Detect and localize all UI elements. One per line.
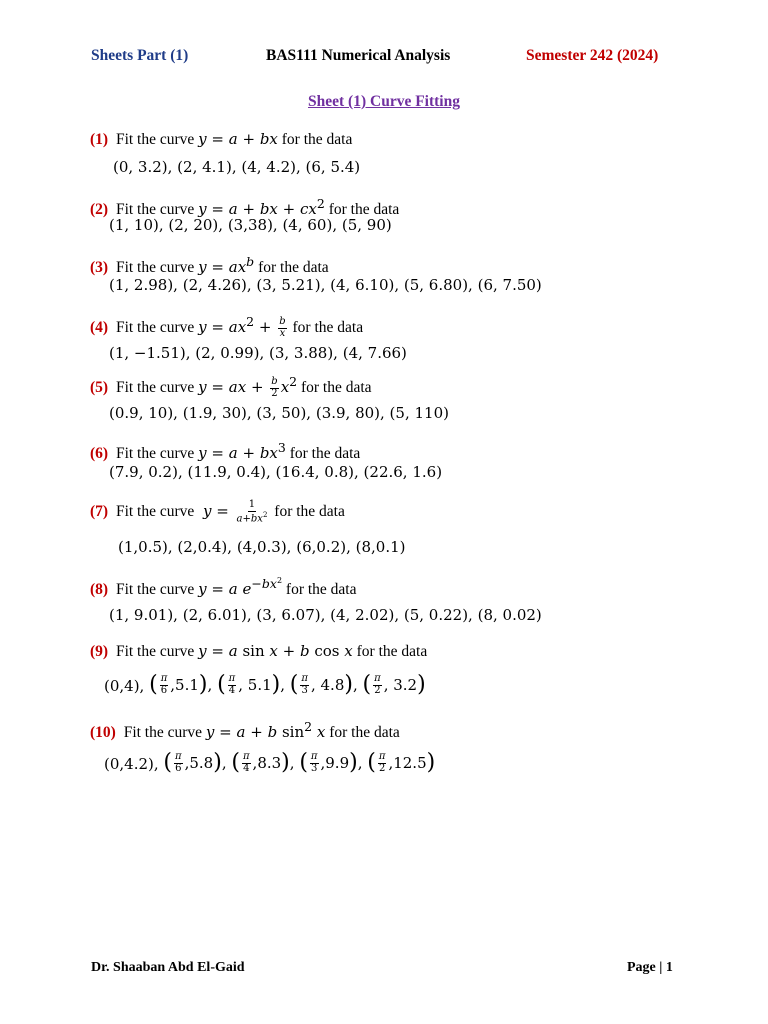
problem-3	[90, 254, 329, 277]
data-point: (0,4),	[104, 677, 145, 695]
problem-number: (9)	[90, 643, 109, 660]
data-point: ( $\frac{\pi}{6}$ ,5.8 ) ,	[163, 750, 227, 775]
problem-4	[90, 314, 363, 339]
problem-6-data: (7.9, 0.2), (11.9, 0.4), (16.4, 0.8), (22.6, 1.6)	[109, 463, 443, 481]
problem-number: (2)	[90, 201, 109, 218]
problem-equation: y = a + bx + $cx^2$	[198, 196, 325, 218]
problem-suffix: for the data	[328, 201, 400, 218]
header-part: Sheets Part (1)	[91, 47, 189, 64]
data-point: ( $\frac{\pi}{6}$ ,5.1 ) ,	[149, 672, 213, 697]
problem-number: (7)	[90, 503, 109, 521]
problem-5-data: (0.9, 10), (1.9, 30), (3, 50), (3.9, 80), (5, 110)	[109, 404, 449, 422]
data-point: ( $\frac{\pi}{2}$ , 3.2 )	[362, 672, 426, 697]
problem-9	[90, 642, 427, 661]
footer-page-number: Page | 1	[627, 960, 673, 975]
problem-equation: y = $\frac{1}{a+bx^2}$	[202, 499, 268, 524]
problem-equation: y = a sin x + b cos x	[198, 642, 353, 660]
problem-number: (5)	[90, 379, 109, 396]
problem-7	[90, 500, 345, 524]
footer-author: Dr. Shaaban Abd El-Gaid	[91, 960, 245, 975]
problem-1-data: (0, 3.2), (2, 4.1), (4, 4.2), (6, 5.4)	[113, 158, 361, 176]
problem-5	[90, 374, 372, 399]
problem-prefix: Fit the curve	[123, 724, 203, 741]
problem-equation: $y = ax^2$ + $\frac{b}{x}$	[198, 314, 286, 339]
problem-8-data: (1, 9.01), (2, 6.01), (3, 6.07), (4, 2.02), (5, 0.22), (8, 0.02)	[109, 606, 542, 624]
problem-number: (8)	[90, 581, 109, 599]
problem-prefix: Fit the curve	[115, 201, 195, 218]
problem-prefix: Fit the curve	[115, 379, 195, 396]
problem-prefix: Fit the curve	[115, 319, 195, 336]
problem-suffix: for the data	[300, 379, 372, 396]
problem-prefix: Fit the curve	[115, 581, 195, 599]
problem-9-data	[104, 674, 426, 696]
problem-prefix: Fit the curve	[115, 131, 195, 148]
problem-number: (10)	[90, 724, 116, 741]
problem-7-data: (1,0.5), (2,0.4), (4,0.3), (6,0.2), (8,0.1)	[118, 538, 406, 556]
problem-suffix: for the data	[285, 581, 357, 599]
problem-8	[90, 576, 356, 599]
problem-2-data: (1, 10), (2, 20), (3,38), (4, 60), (5, 90)	[109, 216, 392, 234]
problem-suffix: for the data	[329, 724, 400, 741]
data-point: ( $\frac{\pi}{2}$ ,12.5 )	[367, 750, 436, 775]
problem-suffix: for the data	[356, 643, 428, 660]
problem-4-data: (1, −1.51), (2, 0.99), (3, 3.88), (4, 7.66)	[109, 344, 407, 362]
problem-equation: y = a + bx	[198, 130, 278, 148]
problem-equation: y = a $e^{-bx^2}$	[198, 576, 283, 599]
data-point: ( $\frac{\pi}{4}$ , 5.1 ) ,	[217, 672, 286, 697]
problem-number: (6)	[90, 445, 109, 462]
page-header	[0, 47, 768, 71]
problem-6	[90, 440, 360, 463]
sheet-title: Sheet (1) Curve Fitting	[308, 93, 460, 110]
problem-prefix: Fit the curve	[115, 643, 195, 660]
problem-prefix: Fit the curve	[115, 259, 195, 276]
data-point: ( $\frac{\pi}{4}$ ,8.3 ) ,	[231, 750, 295, 775]
problem-suffix: for the data	[281, 131, 353, 148]
data-point: (0,4.2),	[104, 755, 159, 773]
problem-1	[90, 130, 352, 149]
problem-3-data: (1, 2.98), (2, 4.26), (3, 5.21), (4, 6.10), (5, 6.80), (6, 7.50)	[109, 276, 542, 294]
problem-suffix: for the data	[274, 503, 345, 521]
header-semester: Semester 242 (2024)	[526, 47, 659, 64]
problem-number: (4)	[90, 319, 109, 336]
problem-equation: y = a + b $\sin^2 x$	[205, 719, 326, 741]
problem-equation: y = ax + $\frac{b}{2}$ $x^2$	[198, 374, 298, 399]
problem-equation: $y = a + bx^3$	[198, 440, 286, 462]
problem-prefix: Fit the curve	[115, 503, 195, 521]
header-course: BAS111 Numerical Analysis	[266, 47, 451, 64]
data-point: ( $\frac{\pi}{3}$ , 4.8 ) ,	[289, 672, 358, 697]
problem-number: (3)	[90, 259, 109, 276]
problem-10-data	[104, 752, 435, 774]
problem-suffix: for the data	[292, 319, 364, 336]
problem-10	[90, 719, 400, 742]
problem-suffix: for the data	[289, 445, 361, 462]
problem-prefix: Fit the curve	[115, 445, 195, 462]
data-point: ( $\frac{\pi}{3}$ ,9.9 ) ,	[299, 750, 363, 775]
problem-suffix: for the data	[258, 259, 329, 276]
problem-equation: $y = ax^b$	[198, 254, 255, 276]
problem-number: (1)	[90, 131, 109, 148]
